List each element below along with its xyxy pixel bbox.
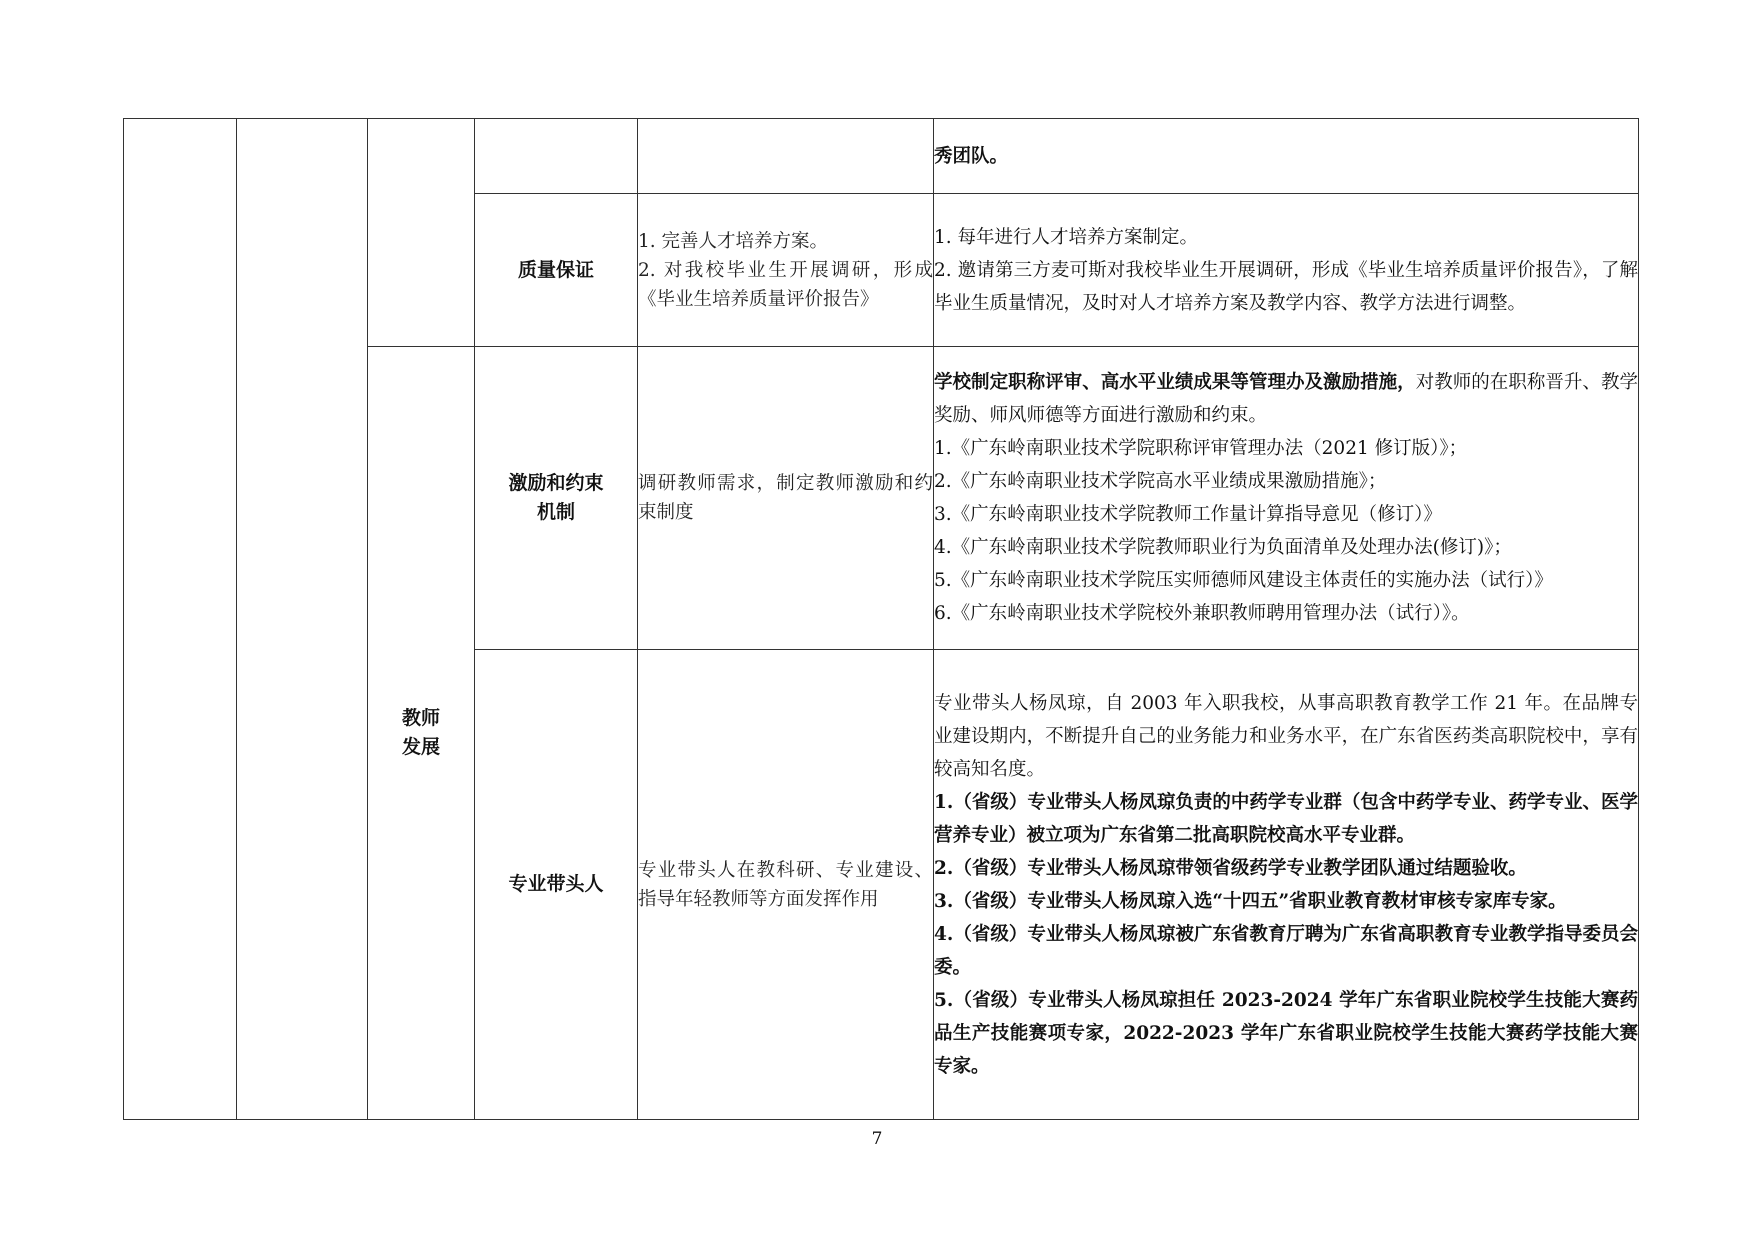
item-label: 激励和约束 机制 — [508, 472, 604, 523]
measure-leader: 专业带头人在教科研、专业建设、指导年轻教师等方面发挥作用 — [638, 650, 934, 1120]
table-row — [124, 119, 1639, 194]
item-leader: 专业带头人 — [475, 650, 638, 1120]
result-line: 1. 每年进行人才培养方案制定。 — [934, 226, 1199, 248]
regulation-item: 1.《广东岭南职业技术学院职称评审管理办法（2021 修订版）》； — [934, 438, 1468, 459]
result-incentive — [934, 347, 1639, 650]
measure-line: 1. 完善人才培养方案。 — [638, 230, 829, 252]
page-number: 7 — [871, 1129, 883, 1149]
regulation-item: 2.《广东岭南职业技术学院高水平业绩成果激励措施》； — [934, 471, 1387, 492]
blank-column-1 — [124, 119, 237, 1120]
achievement-item: 4.（省级）专业带头人杨凤琼被广东省教育厅聘为广东省高职教育专业教学指导委员会委。 — [934, 923, 1638, 978]
regulation-item: 4.《广东岭南职业技术学院教师职业行为负面清单及处理办法(修订)》； — [934, 537, 1512, 558]
result-text: 秀团队。 — [934, 145, 1009, 167]
achievement-item: 1.（省级）专业带头人杨凤琼负责的中药学专业群（包含中药学专业、药学专业、医学营养专业）被立项为广东省第二批高职院校高水平专业群。 — [934, 791, 1638, 846]
result-intro — [934, 366, 1638, 432]
result-line: 2. 邀请第三方麦可斯对我校毕业生开展调研，形成《毕业生培养质量评价报告》，了解毕业生质量情况，及时对人才培养方案及教学内容、教学方法进行调整。 — [934, 259, 1638, 314]
result-intro: 专业带头人杨凤琼，自 2003 年入职我校，从事高职教育教学工作 21 年。在品牌专业建设期内，不断提升自己的业务能力和业务水平，在广东省医药类高职院校中，享有较高知名度。 — [934, 692, 1638, 780]
achievement-item: 2.（省级）专业带头人杨凤琼带领省级药学专业教学团队通过结题验收。 — [934, 857, 1527, 879]
achievement-item: 5.（省级）专业带头人杨凤琼担任 2023-2024 学年广东省职业院校学生技能大赛药品生产技能赛项专家，2022-2023 学年广东省职业院校学生技能大赛药学技能大赛专家。 — [934, 989, 1638, 1077]
result-leader — [934, 650, 1639, 1120]
item-quality: 质量保证 — [475, 194, 638, 347]
result-cell-team — [934, 119, 1639, 194]
measure-line: 2. 对我校毕业生开展调研，形成《毕业生培养质量评价报告》 — [638, 259, 933, 310]
item-cell-empty — [475, 119, 638, 194]
achievement-item: 3.（省级）专业带头人杨凤琼入选“十四五”省职业教育教材审核专家库专家。 — [934, 890, 1567, 912]
measure-incentive: 调研教师需求，制定教师激励和约束制度 — [638, 347, 934, 650]
regulation-item: 5.《广东岭南职业技术学院压实师德师风建设主体责任的实施办法（试行）》 — [934, 570, 1553, 591]
result-quality — [934, 194, 1639, 347]
blank-column-2 — [237, 119, 368, 1120]
measure-cell-empty — [638, 119, 934, 194]
measure-quality — [638, 194, 934, 347]
dimension-teacher-development — [368, 347, 475, 1120]
dimension-label: 教师 发展 — [401, 707, 440, 758]
result-intro-rest: 对教师的在职称晋升、教学奖励、师风师德等方面进行激励和约束。 — [934, 372, 1638, 426]
item-incentive — [475, 347, 638, 650]
evaluation-table — [123, 118, 1639, 1120]
result-intro-bold: 学校制定职称评审、高水平业绩成果等管理办及激励措施， — [934, 372, 1416, 393]
regulation-item: 3.《广东岭南职业技术学院教师工作量计算指导意见（修订）》 — [934, 504, 1442, 525]
regulation-item: 6.《广东岭南职业技术学院校外兼职教师聘用管理办法（试行）》。 — [934, 603, 1470, 624]
dimension-cell-previous — [368, 119, 475, 347]
